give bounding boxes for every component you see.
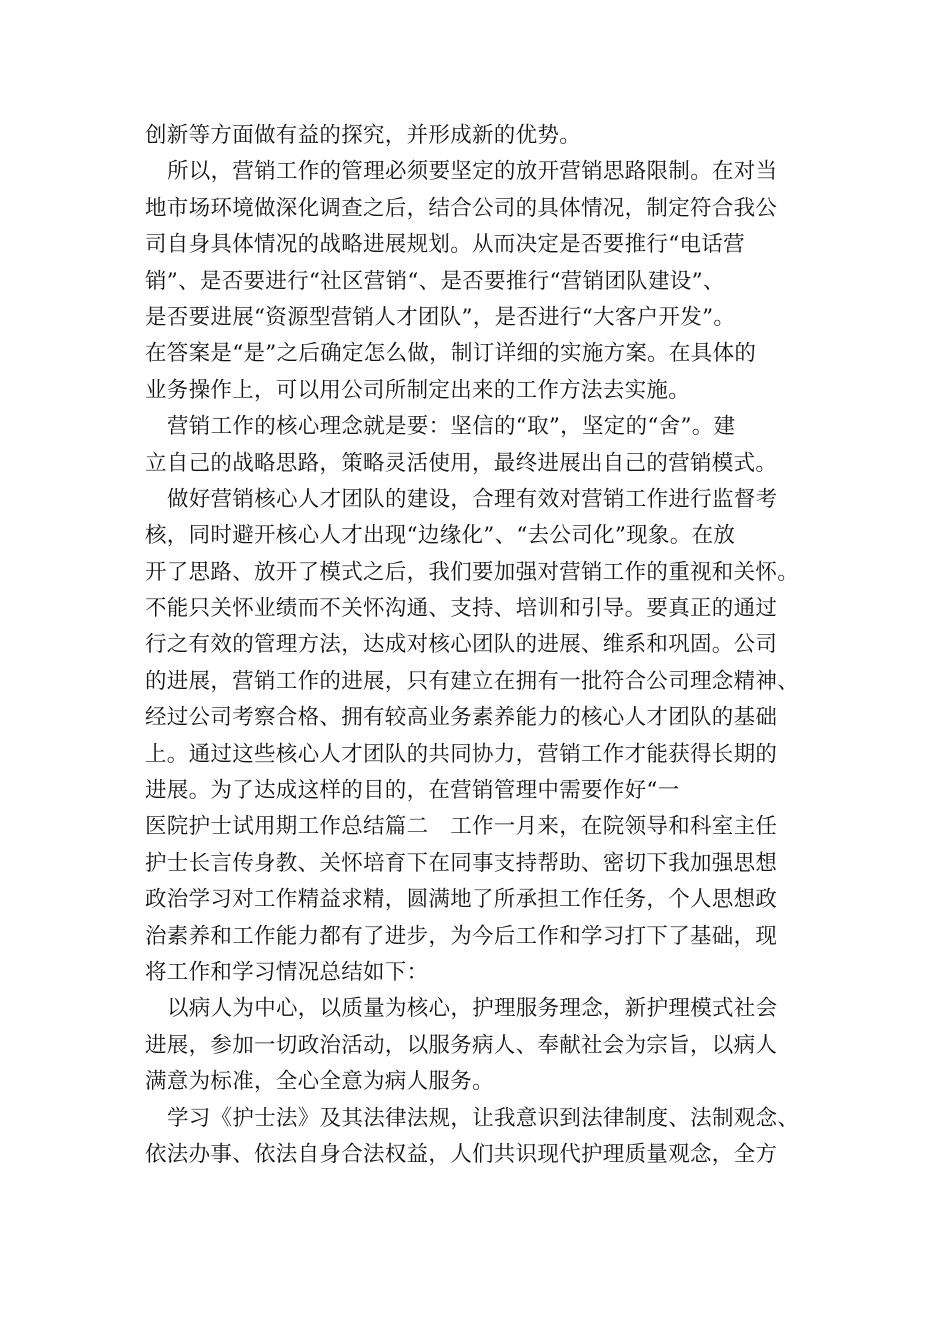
text-line: 上。通过这些核心人才团队的共同协力，营销工作才能获得长期的 [145, 741, 778, 767]
body-text [145, 118, 825, 1173]
text-line: 政治学习对工作精益求精，圆满地了所承担工作任务，个人思想政 [145, 887, 778, 913]
text-line: 医院护士试用期工作总结篇二 工作一月来，在院领导和科室主任 [145, 814, 778, 840]
text-line: 行之有效的管理方法，达成对核心团队的进展、维系和巩固。公司 [145, 632, 778, 658]
text-line: 的进展，营销工作的进展，只有建立在拥有一批符合公司理念精神、 [145, 668, 800, 694]
text-line: 营销工作的核心理念就是要：坚信的“取”，坚定的“舍”。建 [167, 414, 736, 440]
text-line: 进展。为了达成这样的目的，在营销管理中需要作好“一 [145, 778, 680, 804]
text-line: 业务操作上，可以用公司所制定出来的工作方法去实施。 [145, 377, 691, 403]
text-line: 进展，参加一切政治活动，以服务病人、奉献社会为宗旨，以病人 [145, 1032, 778, 1058]
text-line: 以病人为中心，以质量为核心，护理服务理念，新护理模式社会 [167, 996, 778, 1022]
text-line: 依法办事、依法自身合法权益，人们共识现代护理质量观念，全方 [145, 1141, 778, 1167]
text-line: 是否要进展“资源型营销人才团队”，是否进行“大客户开发”。 [145, 304, 736, 330]
text-line: 治素养和工作能力都有了进步，为今后工作和学习打下了基础，现 [145, 923, 778, 949]
text-line: 学习《护士法》及其法律法规，让我意识到法律制度、法制观念、 [167, 1105, 800, 1131]
text-line: 满意为标准，全心全意为病人服务。 [145, 1069, 494, 1095]
text-line: 地市场环境做深化调查之后，结合公司的具体情况，制定符合我公 [145, 195, 778, 221]
text-line: 创新等方面做有益的探究，并形成新的优势。 [145, 123, 582, 148]
text-line: 司自身具体情况的战略进展规划。从而决定是否要推行“电话营 [145, 232, 745, 258]
text-line: 做好营销核心人才团队的建设，合理有效对营销工作进行监督考 [167, 486, 778, 512]
text-line: 所以，营销工作的管理必须要坚定的放开营销思路限制。在对当 [167, 159, 778, 185]
text-line: 不能只关怀业绩而不关怀沟通、支持、培训和引导。要真正的通过 [145, 596, 778, 622]
text-line: 核，同时避开核心人才出现“边缘化”、“去公司化”现象。在放 [145, 523, 736, 549]
text-line: 立自己的战略思路，策略灵活使用，最终进展出自己的营销模式。 [145, 450, 778, 476]
text-line: 销”、是否要进行“社区营销“、是否要推行“营销团队建设”、 [145, 268, 725, 294]
text-line: 在答案是“是”之后确定怎么做，制订详细的实施方案。在具体的 [145, 341, 757, 367]
text-line: 经过公司考察合格、拥有较高业务素养能力的核心人才团队的基础 [145, 705, 778, 731]
text-line: 将工作和学习情况总结如下： [145, 959, 429, 985]
text-line: 护士长言传身教、关怀培育下在同事支持帮助、密切下我加强思想 [145, 850, 778, 876]
text-line: 开了思路、放开了模式之后，我们要加强对营销工作的重视和关怀。 [145, 559, 800, 585]
